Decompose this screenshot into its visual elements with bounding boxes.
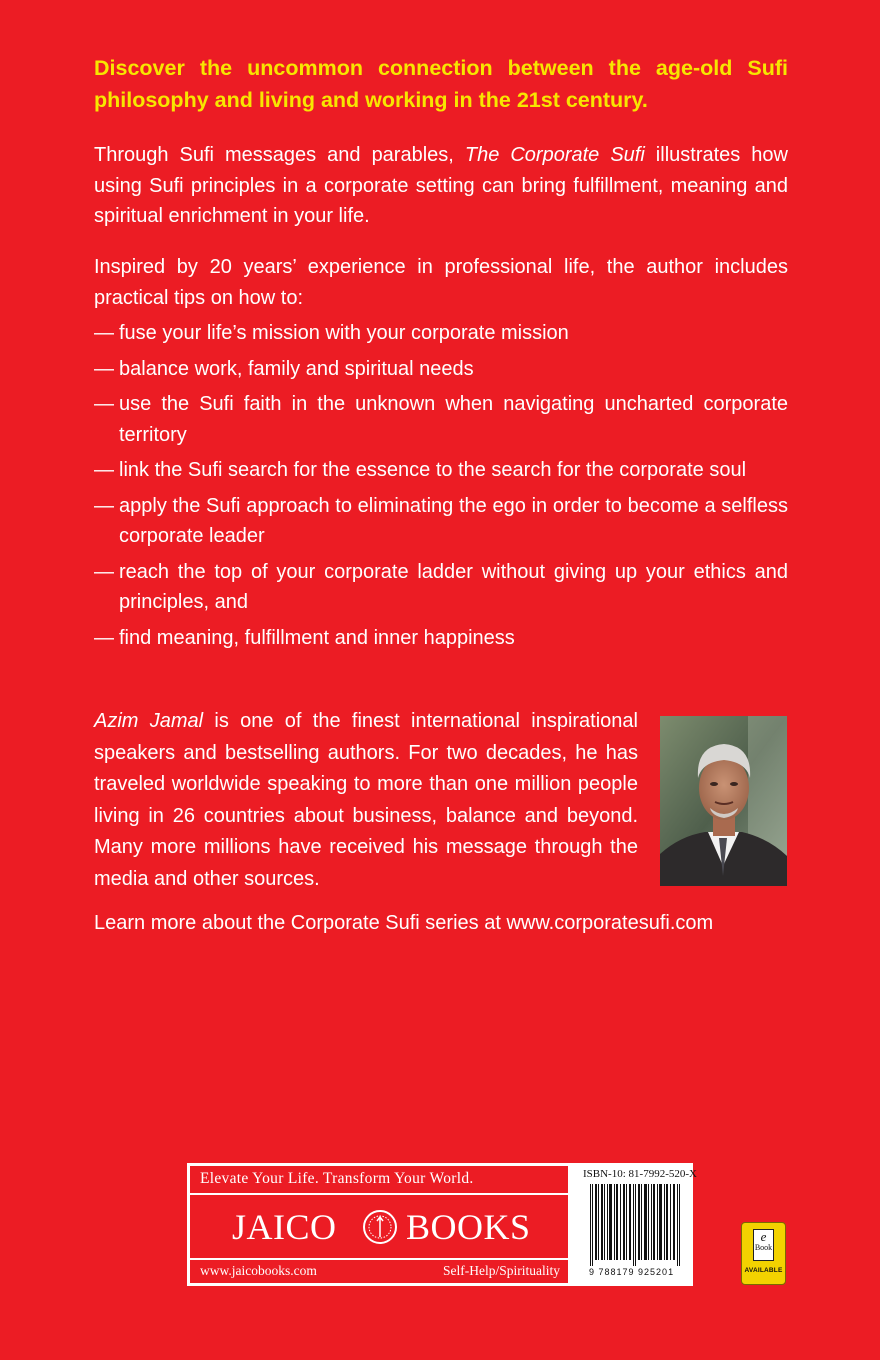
ebook-letter: e [760,1229,767,1244]
publisher-box [187,1163,571,1286]
publisher-name-left: JAICO [232,1207,337,1247]
isbn-label: ISBN-10: 81-7992-520-X [583,1168,697,1180]
intro-text-end: illustrates how using Sufi principles in a corporate setting can bring fulfillment, meaning and spiritual enrichment in your life. [94,144,788,227]
headline: Discover the uncommon connection between the age-old Sufi philosophy and living and working in the 21st century. [94,56,788,112]
book-title: The Corporate Sufi [464,144,645,166]
tip-text: apply the Sufi approach to eliminating the ego in order to become a selfless corporate leader [119,494,788,547]
barcode-icon [589,1184,681,1266]
bullet-dash: — [94,357,114,380]
tip-item [94,557,788,618]
tip-text: link the Sufi search for the essence to the search for the corporate soul [119,459,747,481]
publisher-tagline: Elevate Your Life. Transform Your World. [200,1170,474,1187]
intro-text-start: Through Sufi messages and parables, [94,144,465,166]
bullet-dash: — [94,322,114,344]
barcode-number: 9 788179 925201 [589,1267,675,1277]
bullet-dash: — [94,393,114,415]
tip-item [94,354,788,385]
author-bio-text: is one of the finest international inspirational speakers and bestselling authors. For two decades, he has traveled worldwide speaking to more than one million people living in 26 countries about business, balance and beyond. Many more millions have received his message through the media and other sources. [94,710,638,890]
author-bio [94,706,638,895]
author-photo [660,716,787,886]
bullet-dash: — [94,560,114,583]
publisher-logo-icon [362,1209,398,1245]
author-name: Azim Jamal [94,710,204,732]
tip-text: balance work, family and spiritual needs [119,357,474,380]
tip-item [94,318,788,349]
intro-paragraph [94,140,788,232]
tip-text: find meaning, fulfillment and inner happiness [119,626,515,649]
tip-item [94,623,788,654]
publisher-website: www.jaicobooks.com [200,1263,317,1278]
bullet-dash: — [94,494,114,517]
publisher-name-right: BOOKS [406,1207,531,1247]
ebook-word: Book [754,1243,773,1252]
book-category: Self-Help/Spirituality [443,1263,560,1278]
tips-intro: Inspired by 20 years’ experience in professional life, the author includes practical tips on how to: [94,256,788,309]
bullet-dash: — [94,459,114,481]
learn-more-line: Learn more about the Corporate Sufi series at www.corporatesufi.com [94,912,714,934]
bullet-dash: — [94,626,114,649]
tip-item [94,491,788,552]
tip-text: use the Sufi faith in the unknown when navigating uncharted corporate territory [119,393,788,446]
ebook-available-badge [741,1222,786,1285]
tip-text: reach the top of your corporate ladder without giving up your ethics and principles, and [119,560,788,613]
ebook-available-label: AVAILABLE [744,1267,783,1274]
tips-list [94,318,788,658]
tip-item [94,389,788,450]
ebook-icon [753,1229,774,1261]
divider [190,1193,568,1195]
tip-text: fuse your life’s mission with your corporate mission [119,322,569,344]
author-portrait-image [660,716,787,886]
tip-item [94,455,788,486]
divider [190,1258,568,1260]
